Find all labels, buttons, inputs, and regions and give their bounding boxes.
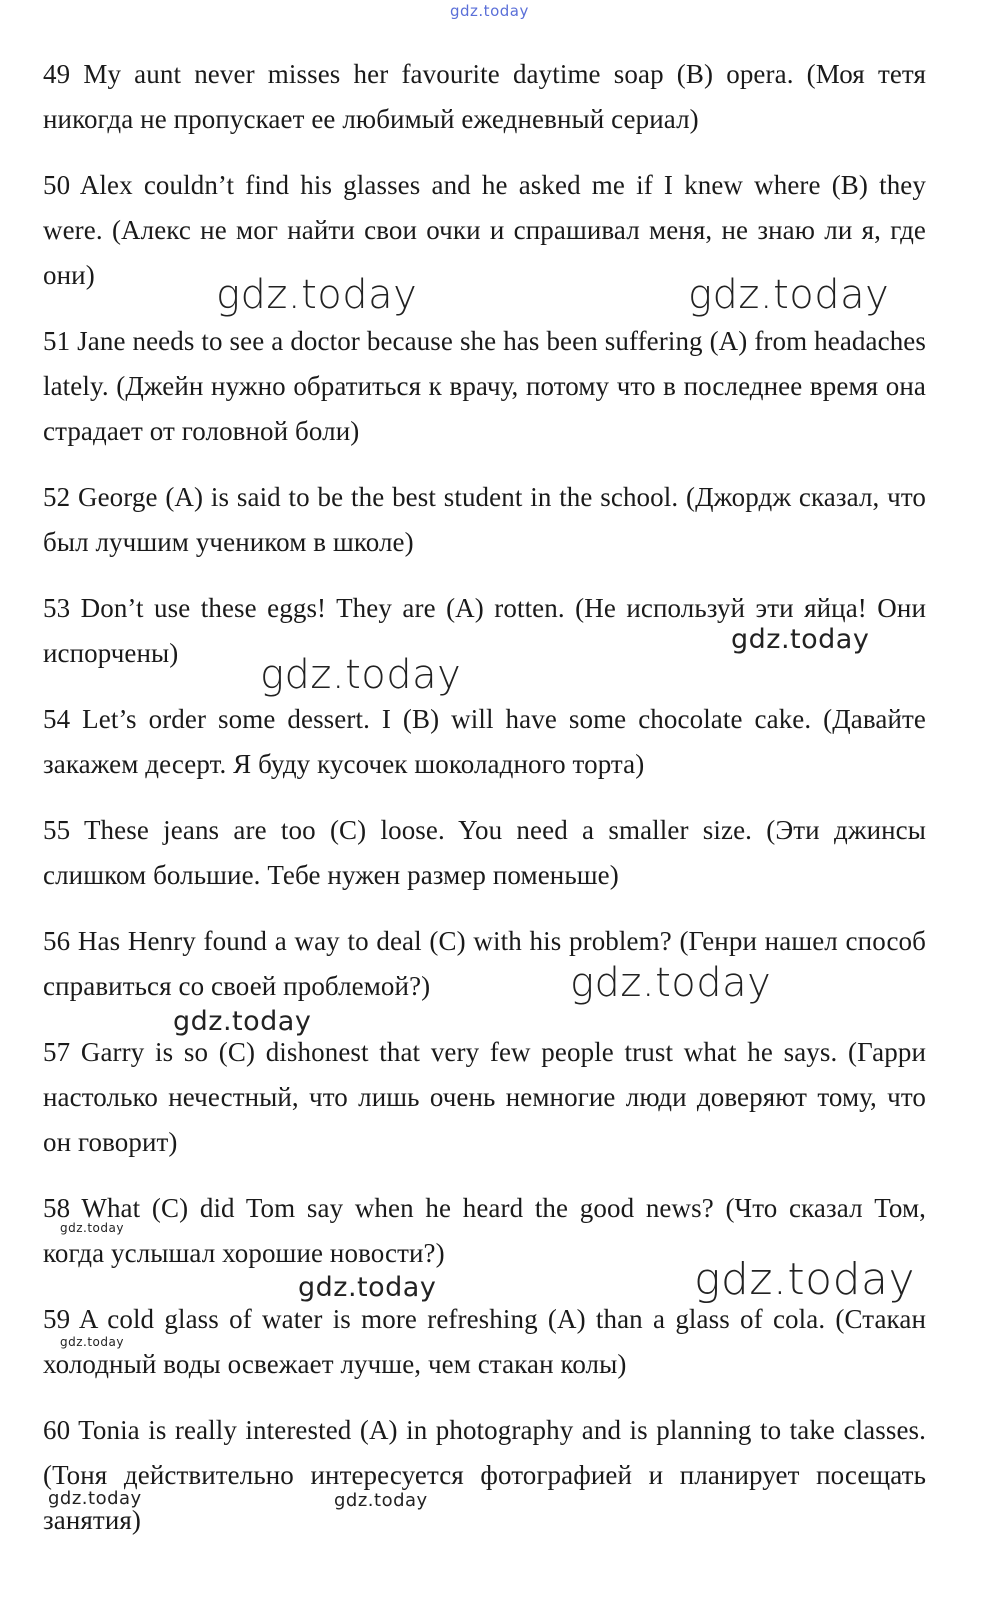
watermark: gdz.today <box>688 272 890 318</box>
watermark: gdz.today <box>694 1254 916 1305</box>
watermark: gdz.today <box>334 1490 428 1511</box>
watermark: gdz.today <box>60 1221 124 1235</box>
answer-50: 50 Alex couldn’t find his glasses and he asked me if I knew where (B) they were. (Алекс не мог найти свои очки и спрашивал меня, не знаю ли я, где они) <box>43 170 926 290</box>
answer-58: 58 What (C) did Tom say when he heard the good news? (Что сказал Том, когда услышал хорошие новости?) <box>43 1193 926 1268</box>
watermark: gdz.today <box>298 1272 437 1303</box>
answer-56: 56 Has Henry found a way to deal (C) with his problem? (Генри нашел способ справиться со своей проблемой?) <box>43 926 926 1001</box>
answer-51: 51 Jane needs to see a doctor because she has been suffering (A) from headaches lately. (Джейн нужно обратиться к врачу, потому что в последнее время она страдает от головной боли) <box>43 326 926 446</box>
watermark: gdz.today <box>48 1488 142 1509</box>
watermark: gdz.today <box>731 624 870 655</box>
watermark: gdz.today <box>216 272 418 318</box>
watermark: gdz.today <box>173 1006 312 1037</box>
answer-49: 49 My aunt never misses her favourite daytime soap (B) opera. (Моя тетя никогда не пропускает ее любимый ежедневный сериал) <box>43 59 926 134</box>
answer-list <box>43 52 926 1564</box>
answer-57: 57 Garry is so (C) dishonest that very few people trust what he says. (Гарри настолько нечестный, что лишь очень немногие люди доверяют тому, что он говорит) <box>43 1037 926 1157</box>
watermark: gdz.today <box>570 960 772 1006</box>
watermark: gdz.today <box>260 652 462 698</box>
answer-60: 60 Tonia is really interested (A) in photography and is planning to take classes. (Тоня действительно интересуется фотографией и планирует посещать занятия) <box>43 1415 926 1535</box>
answer-53: 53 Don’t use these eggs! They are (A) rotten. (Не используй эти яйца! Они испорчены) <box>43 593 926 668</box>
answer-54: 54 Let’s order some dessert. I (B) will have some chocolate cake. (Давайте закажем десерт. Я буду кусочек шоколадного торта) <box>43 704 926 779</box>
watermark-top: gdz.today <box>450 2 529 20</box>
watermark: gdz.today <box>60 1335 124 1349</box>
answer-59: 59 A cold glass of water is more refreshing (A) than a glass of cola. (Стакан холодный воды освежает лучше, чем стакан колы) <box>43 1304 926 1379</box>
answer-55: 55 These jeans are too (C) loose. You need a smaller size. (Эти джинсы слишком большие. Тебе нужен размер поменьше) <box>43 815 926 890</box>
answer-52: 52 George (A) is said to be the best student in the school. (Джордж сказал, что был лучшим учеником в школе) <box>43 482 926 557</box>
